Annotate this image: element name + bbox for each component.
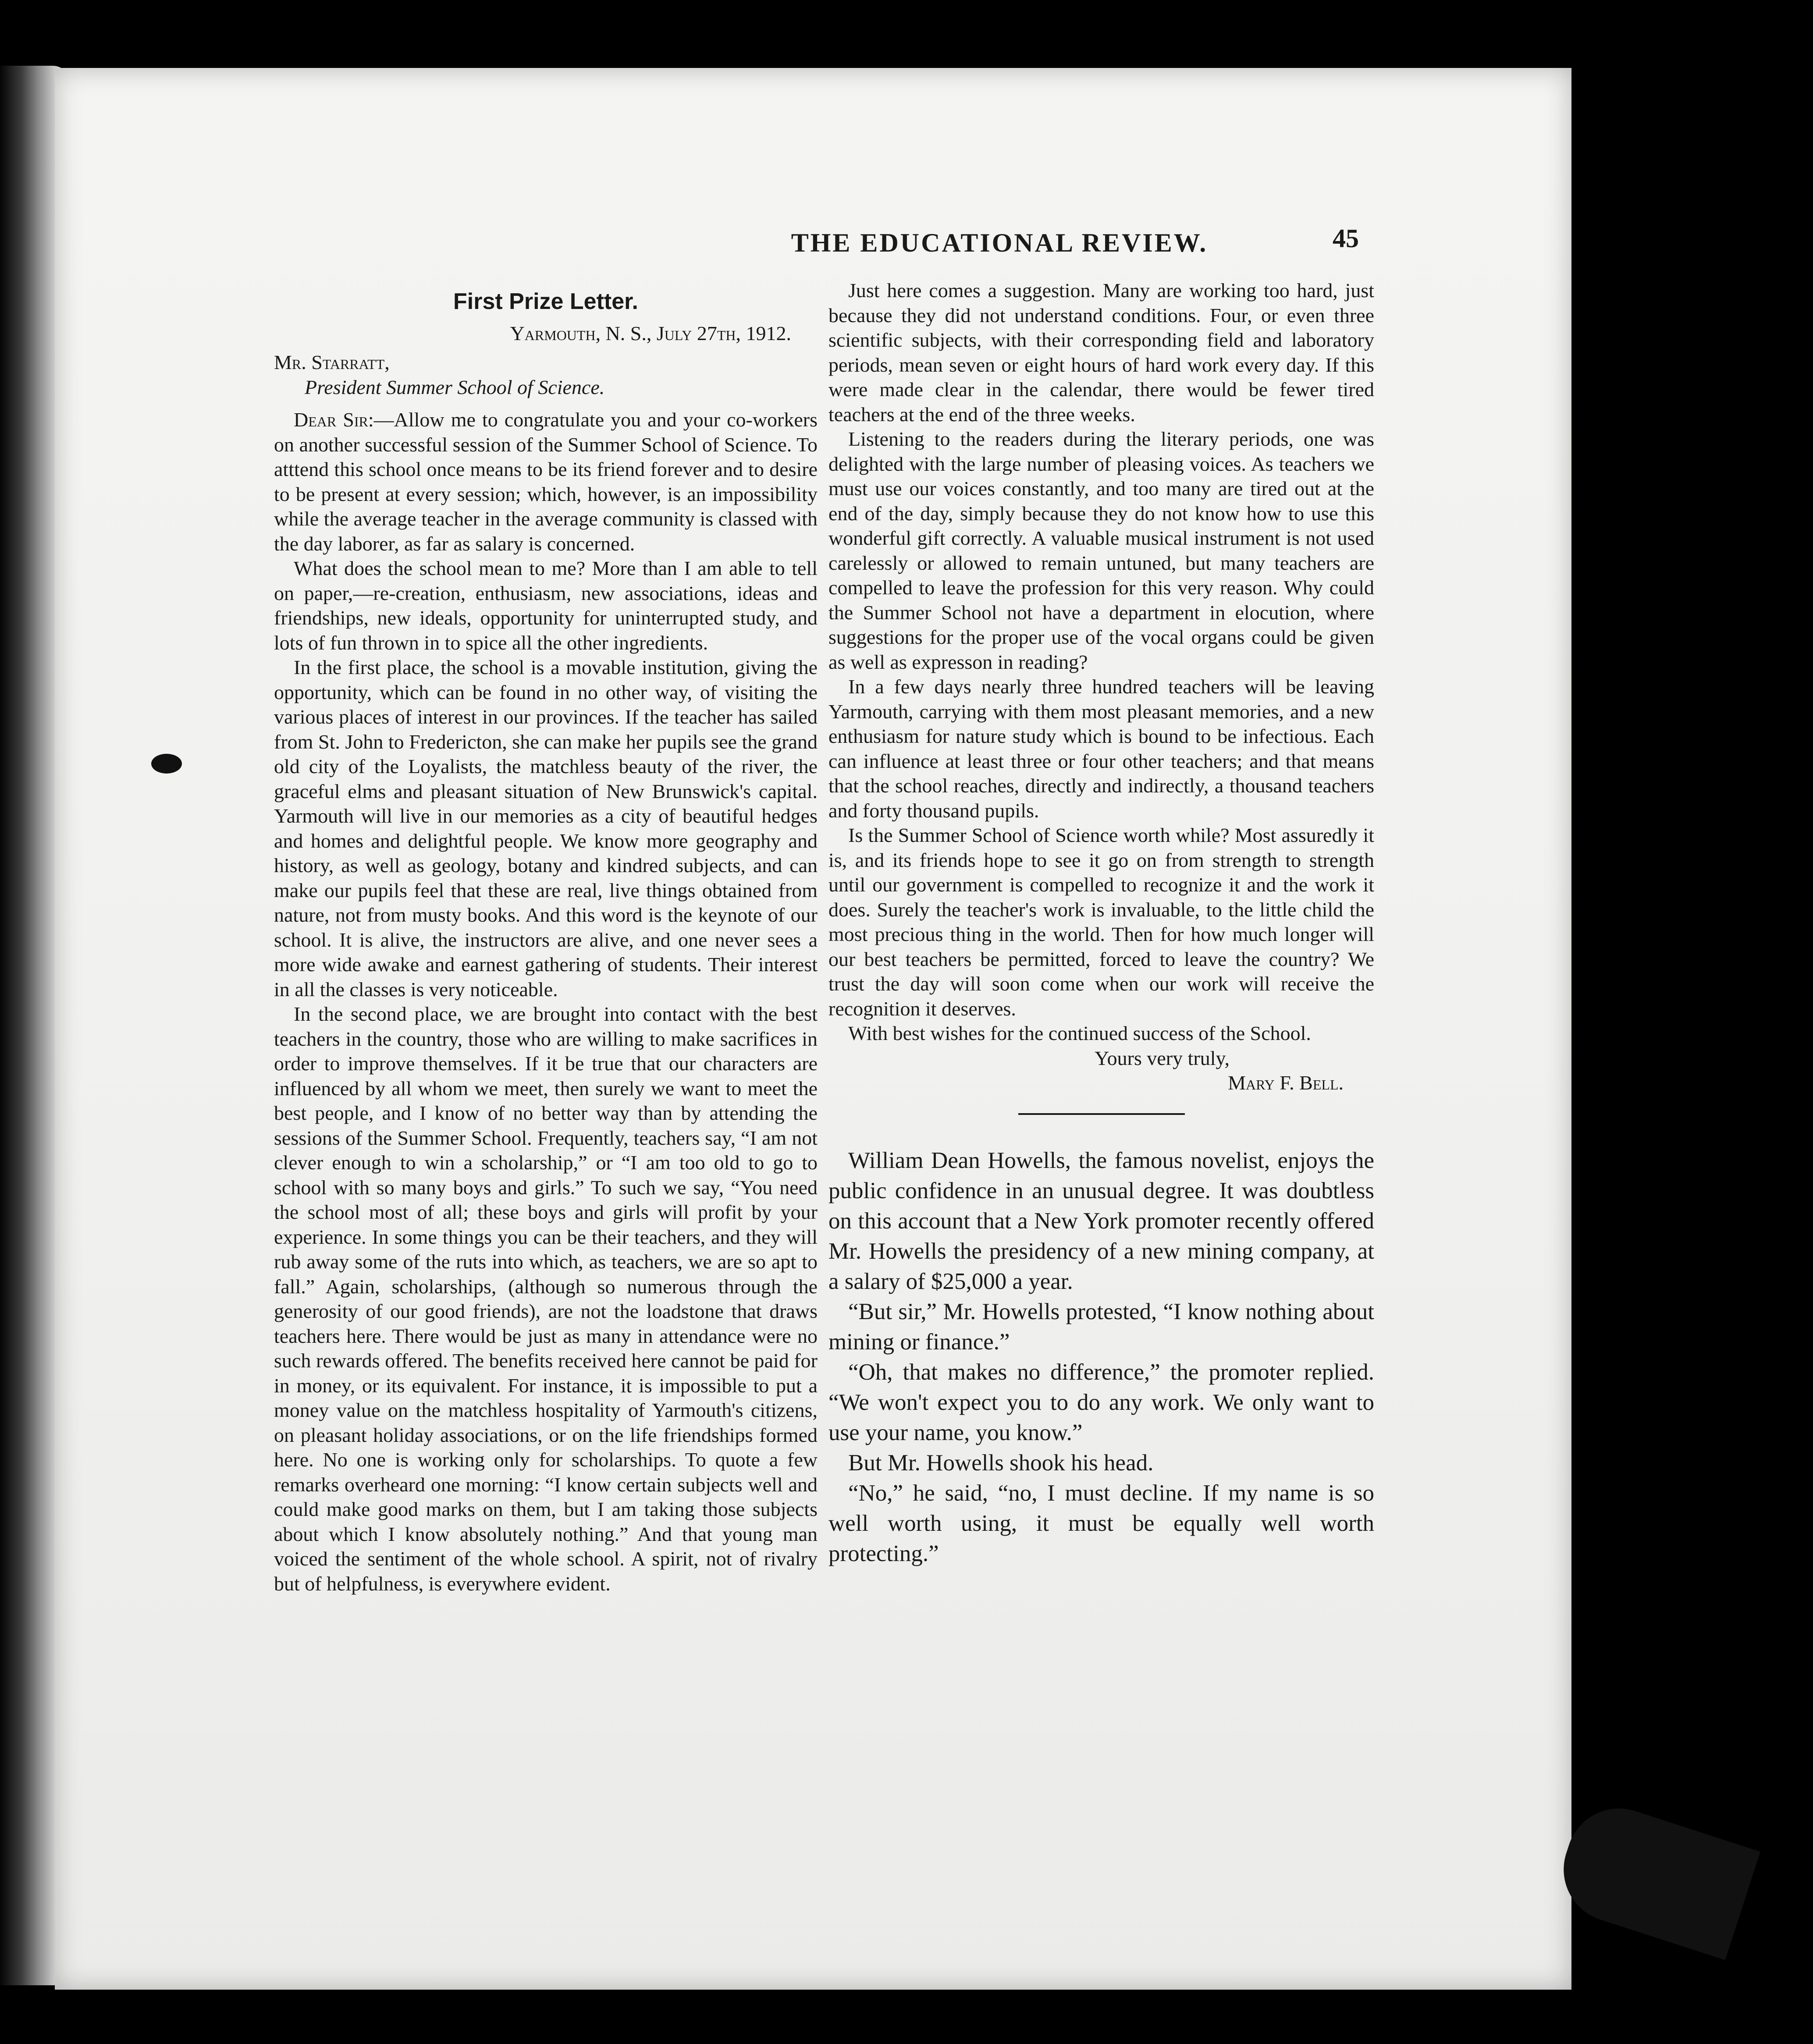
letter-paragraph: With best wishes for the continued success of the School.	[848, 1022, 1311, 1044]
anecdote-paragraph: But Mr. Howells shook his head.	[848, 1450, 1154, 1476]
letter-addressee-role: President Summer School of Science.	[305, 376, 605, 398]
letter-closing: Yours very truly,	[1095, 1047, 1230, 1069]
letter-paragraph: Dear Sir:—Allow me to congratulate you and your co-workers on another successful session of the Summer School of Science. To atttend this school once means to be its friend forever and to desire to be present at every session; which, however, is an impossibility while the average teacher in the average community is classed with the day laborer, as far as salary is concerned.	[274, 408, 818, 555]
right-column	[828, 278, 1374, 1569]
letter-addressee: Mr. Starratt,	[274, 351, 390, 373]
howells-anecdote	[828, 1146, 1374, 1569]
letter-paragraph: In the first place, the school is a movable institution, giving the opportunity, which can be found in no other way, of visiting the various places of interest in our provinces. If the teacher has sailed from St. John to Fredericton, she can make her pupils see the grand old city of the Loyalists, the matchless beauty of the river, the graceful elms and pleasant situation of New Brunswick's capital. Yarmouth will live in our memories as a city of beautiful hedges and homes and delightful people. We know more geography and history, as well as geology, botany and kindred subjects, and can make our pupils feel that these are real, live things obtained from nature, not from musty books. And this word is the keynote of our school. It is alive, the instructors are alive, and one never sees a more wide awake and earnest gathering of students. Their interest in all the classes is very noticeable.	[274, 656, 818, 1001]
section-divider	[1018, 1113, 1185, 1115]
journal-header: THE EDUCATIONAL REVIEW.	[791, 228, 1208, 257]
letter-paragraph: In a few days nearly three hundred teachers will be leaving Yarmouth, carrying with them most pleasant memories, and a new enthusiasm for nature study which is bound to be infectious. Each can influence at least three or four other teachers; and that means that the school reaches, directly and indirectly, a thousand teachers and forty thousand pupils.	[828, 675, 1374, 822]
letter-paragraph: What does the school mean to me? More than I am able to tell on paper,—re-creation, enthusiasm, new associations, ideas and friendships, new ideals, opportunity for uninterrupted study, and lots of fun thrown in to spice all the other ingredients.	[274, 557, 818, 654]
letter-paragraph: In the second place, we are brought into contact with the best teachers in the country, those who are willing to make sacrifices in order to improve themselves. If it be true that our characters are influenced by all whom we meet, then surely we want to meet the best people, and I know of no better way than by attending the sessions of the Summer School. Frequently, teachers say, “I am not clever enough to win a scholarship,” or “I am too old to go to school with so many boys and girls.” To such we say, “You need the school most of all; these boys and girls will profit by your experience. In some things you can be their teachers, and they will rub away some of the ruts into which, as teachers, we are so apt to fall.” Again, scholarships, (although so numerous through the generosity of our good friends), are not the loadstone that draws teachers here. There would be just as many in attendance were no such rewards offered. The benefits received here cannot be paid for in money, or its equivalent. For instance, it is impossible to put a money value on the matchless hospitality of Yarmouth's citizens, on pleasant holiday associations, or on the life friendships formed here. No one is working only for scholarships. To quote a few remarks overheard one morning: “I know certain subjects well and could make good marks on them, but I am taking those subjects about which I know absolutely nothing.” And that young man voiced the sentiment of the whole school. A spirit, not of rivalry but of helpfulness, is everywhere evident.	[274, 1003, 818, 1595]
page-clip	[1550, 1795, 1760, 1960]
letter-paragraph: Listening to the readers during the literary periods, one was delighted with the large number of pleasing voices. As teachers we must use our voices constantly, and too many are tired out at the end of the day, simply because they do not know how to use this wonderful gift correctly. A valuable musical instrument is not used carelessly or allowed to remain untuned, but many teachers are compelled to leave the profession for this very reason. Why could the Summer School not have a department in elocution, where suggestions for the proper use of the vocal organs could be given as well as expresson in reading?	[828, 428, 1374, 673]
anecdote-paragraph: “But sir,” Mr. Howells protested, “I know nothing about mining or finance.”	[828, 1299, 1374, 1355]
anecdote-paragraph: “No,” he said, “no, I must decline. If my name is so well worth using, it must be equally well worth protecting.”	[828, 1480, 1374, 1566]
letter-paragraph: Is the Summer School of Science worth while? Most assuredly it is, and its friends hope to see it go on from strength to strength until our government is compelled to recognize it and the work it does. Surely the teacher's work is invaluable, to the little child the most precious thing in the world. Then for how much longer will our best teachers be permitted, forced to leave the country? We trust the day will soon come when our work will receive the recognition it deserves.	[828, 824, 1374, 1020]
letter-signature: Mary F. Bell.	[1228, 1072, 1344, 1094]
left-column	[274, 289, 818, 1596]
letter-paragraph: Just here comes a suggestion. Many are working too hard, just because they did not understand conditions. Four, or even three scientific subjects, with their corresponding field and laboratory periods, mean seven or eight hours of hard work every day. If this were made clear in the calendar, there would be fewer tired teachers at the end of the three weeks.	[828, 279, 1374, 426]
ink-blot	[151, 754, 182, 774]
anecdote-paragraph: William Dean Howells, the famous novelist, enjoys the public confidence in an unusual degree. It was doubtless on this account that a New York promoter recently offered Mr. Howells the presidency of a new mining company, at a salary of $25,000 a year.	[828, 1147, 1374, 1294]
page-number: 45	[1333, 224, 1359, 253]
letter-salutation: Dear Sir:	[294, 408, 374, 431]
letter-dateline: Yarmouth, N. S., July 27th, 1912.	[510, 322, 791, 344]
anecdote-paragraph: “Oh, that makes no difference,” the promoter replied. “We won't expect you to do any work. We only want to use your name, you know.”	[828, 1359, 1374, 1445]
letter-title: First Prize Letter.	[453, 289, 638, 314]
